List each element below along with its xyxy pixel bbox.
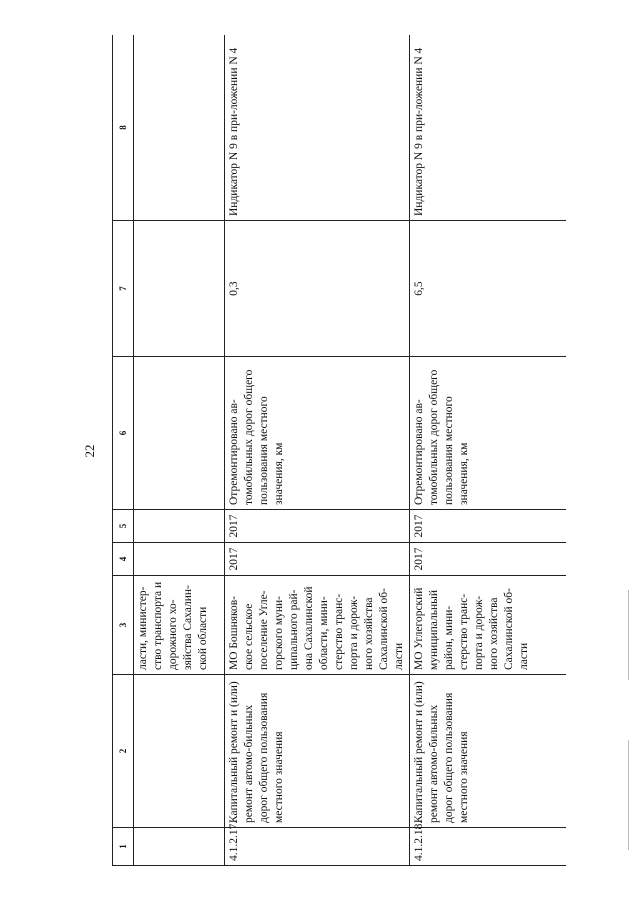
row-number: 4.1.2.18.	[410, 828, 567, 866]
cell-empty	[134, 828, 225, 866]
indicator-link: Индикатор N 9 в при-ложении N 4	[410, 35, 567, 221]
table-row	[225, 35, 410, 866]
scan-edge-mark	[628, 740, 629, 850]
measure-name: Капитальный ремонт и (или) ремонт автомо-бильных дорог общего пользования местного значения	[410, 675, 567, 828]
table-row	[410, 35, 567, 866]
page-number: 22	[82, 444, 97, 458]
indicator-value: 6,5	[410, 221, 567, 357]
indicator-link: Индикатор N 9 в при-ложении N 4	[225, 35, 410, 221]
continuation-row	[134, 35, 225, 866]
rotated-table-frame	[112, 35, 566, 866]
header-col-3: 3	[113, 576, 134, 675]
row-number: 4.1.2.17.	[225, 828, 410, 866]
cell-empty	[134, 221, 225, 357]
header-col-7: 7	[113, 221, 134, 357]
rotated-table-content	[112, 35, 566, 866]
year-end: 2017	[225, 510, 410, 543]
header-col-8: 8	[113, 35, 134, 221]
indicator: Отремонтировано ав-томобильных дорог общего пользования местного значения, км	[225, 357, 410, 510]
cell-empty	[134, 675, 225, 828]
header-col-6: 6	[113, 357, 134, 510]
cell-empty	[134, 510, 225, 543]
indicator-value: 0,3	[225, 221, 410, 357]
continuation-executor: ласти, министер-ство транспорта и дорожного хо-зяйства Сахалин-ской области	[134, 576, 225, 675]
header-col-4: 4	[113, 543, 134, 576]
scan-edge-mark	[628, 590, 629, 680]
indicator: Отремонтировано ав-томобильных дорог общего пользования местного значения, км	[410, 357, 567, 510]
header-col-5: 5	[113, 510, 134, 543]
year-start: 2017	[225, 543, 410, 576]
executor: МО Углегорский муниципальный район, мини-стерство транс-порта и дорож-ного хозяйства Сахалинской об-ласти	[410, 576, 567, 675]
header-col-2: 2	[113, 675, 134, 828]
year-start: 2017	[410, 543, 567, 576]
cell-empty	[134, 543, 225, 576]
measure-name: Капитальный ремонт и (или) ремонт автомо-бильных дорог общего пользования местного значения	[225, 675, 410, 828]
header-row	[113, 35, 134, 866]
header-col-1: 1	[113, 828, 134, 866]
cell-empty	[134, 35, 225, 221]
year-end: 2017	[410, 510, 567, 543]
cell-empty	[134, 357, 225, 510]
program-table	[112, 35, 566, 866]
executor: МО Бошняков-ское сельское поселение Угле-горского муни-ципального рай-она Сахалинской области, мини-стерство транс-порта и дорож-ного хозяйства Сахалинской об-ласти	[225, 576, 410, 675]
